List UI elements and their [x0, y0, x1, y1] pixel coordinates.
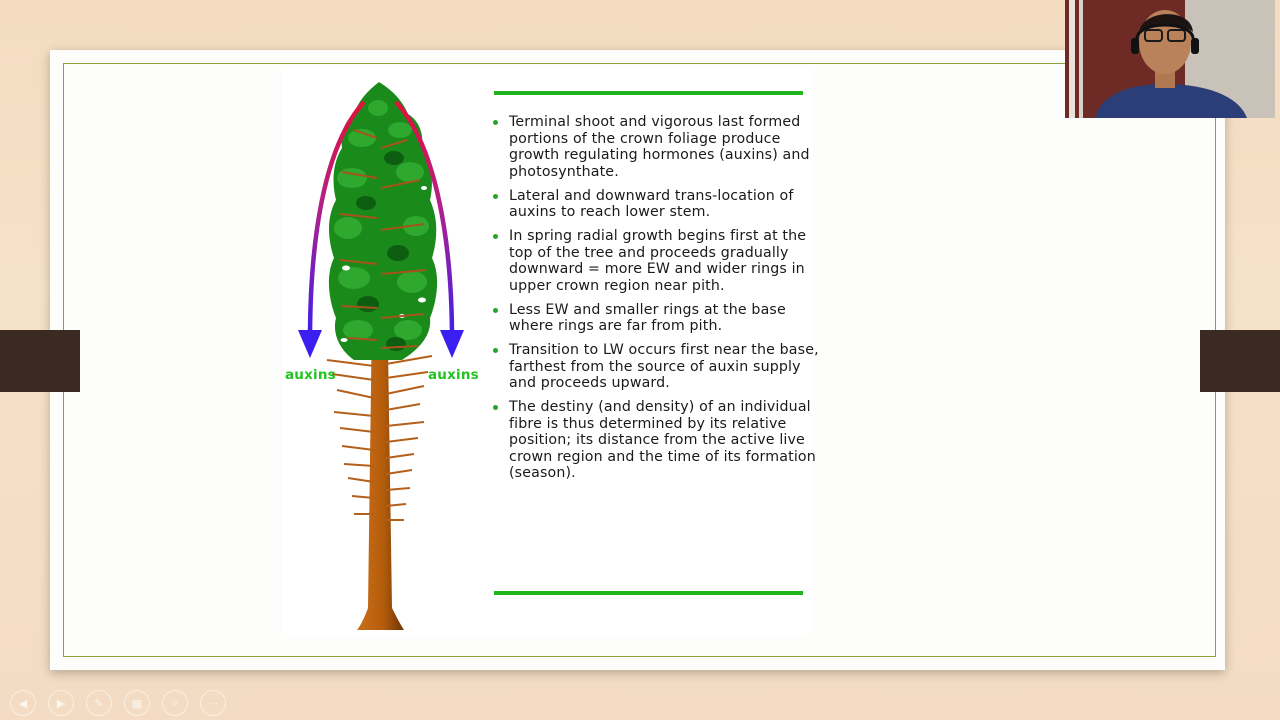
- left-auxins-label: auxins: [285, 367, 336, 383]
- webcam-overlay: [1065, 0, 1275, 118]
- left-arrowhead: [298, 330, 322, 358]
- next-icon[interactable]: ▶: [48, 690, 74, 716]
- bullet-list: [491, 114, 821, 489]
- right-side-tab: [1200, 330, 1280, 392]
- right-arrowhead: [440, 330, 464, 358]
- bullet-item: Transition to LW occurs first near the base, farthest from the source of auxin supply and proceeds upward.: [491, 342, 821, 392]
- bottom-green-rule: [494, 591, 803, 595]
- left-side-tab: [0, 330, 80, 392]
- slides-icon[interactable]: ▦: [124, 690, 150, 716]
- top-green-rule: [494, 91, 803, 95]
- bullet-item: Less EW and smaller rings at the base where rings are far from pith.: [491, 302, 821, 335]
- presenter-video: [1065, 0, 1275, 118]
- prev-icon[interactable]: ◀: [10, 690, 36, 716]
- more-icon[interactable]: ⋯: [200, 690, 226, 716]
- pen-icon[interactable]: ✎: [86, 690, 112, 716]
- player-controls: [10, 690, 226, 716]
- right-auxins-label: auxins: [428, 367, 479, 383]
- bullet-item: In spring radial growth begins first at the top of the tree and proceeds gradually downward = more EW and wider rings in upper crown region near pith.: [491, 228, 821, 294]
- bullet-item: Terminal shoot and vigorous last formed portions of the crown foliage produce growth regulating hormones (auxins) and photosynthate.: [491, 114, 821, 180]
- bullet-item: The destiny (and density) of an individual fibre is thus determined by its relative position; its distance from the active live crown region and the time of its formation (season).: [491, 399, 821, 482]
- bullet-item: Lateral and downward trans-location of auxins to reach lower stem.: [491, 188, 821, 221]
- presentation-slide: [50, 50, 1225, 670]
- zoom-icon[interactable]: ⌕: [162, 690, 188, 716]
